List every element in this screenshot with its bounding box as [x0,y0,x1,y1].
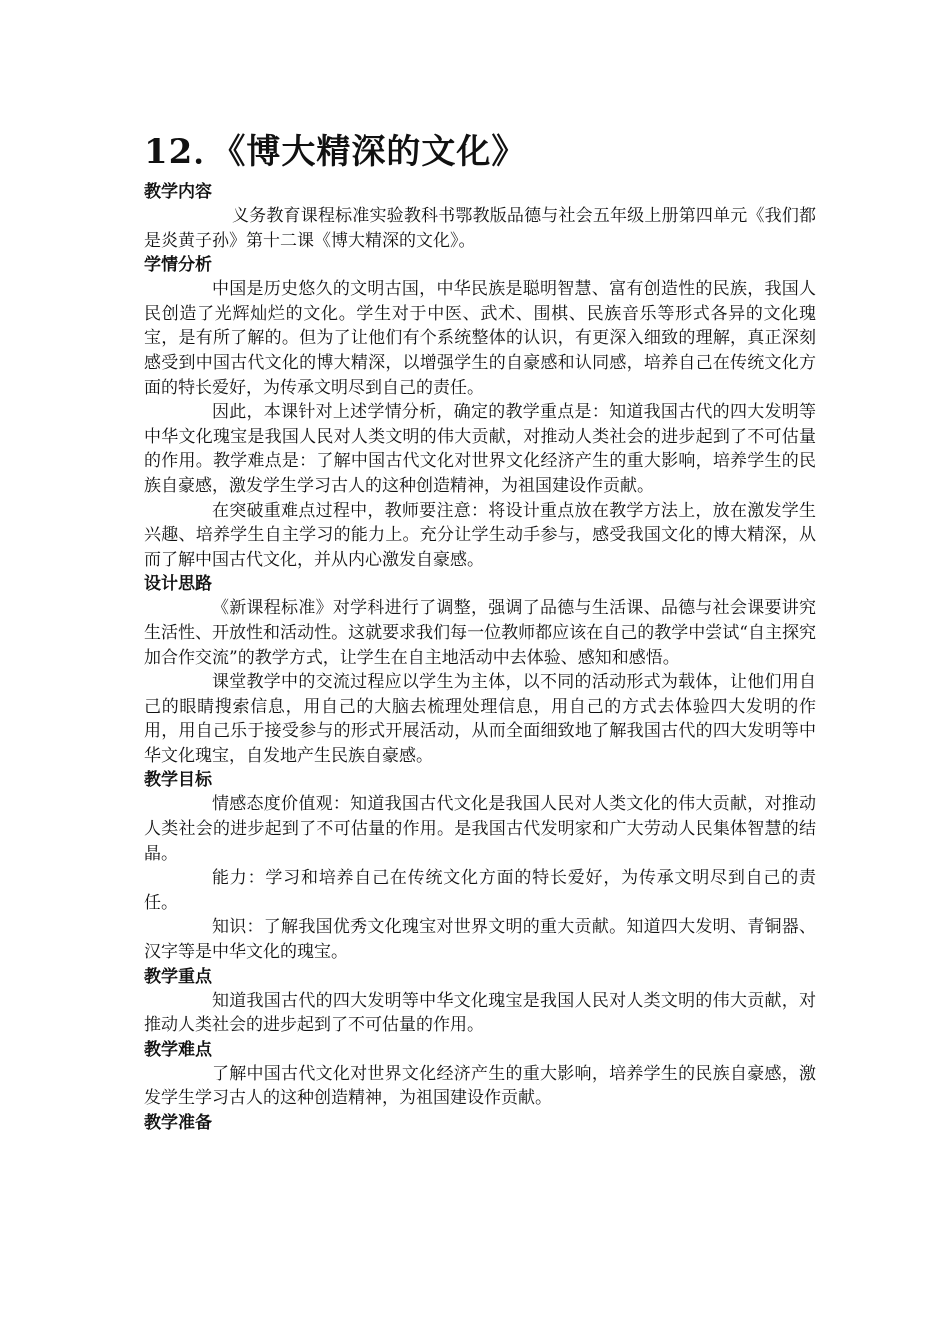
section-design-ideas [144,572,816,768]
section-teaching-preparation [144,1111,816,1135]
section-heading: 教学准备 [144,1113,212,1133]
section-heading: 教学难点 [144,1039,212,1060]
document-title: 12．《博大精深的文化》 [144,132,527,172]
section-heading: 教学目标 [144,770,212,791]
section-teaching-content [144,180,816,253]
section-teaching-focus [144,965,816,1038]
section-teaching-objectives [144,768,816,964]
section-heading: 教学内容 [144,182,212,202]
section-paragraph: 义务教育课程标准实验教科书鄂教版品德与社会五年级上册第四单元《我们都是炎黄子孙》第十二课《博大精深的文化》。 [144,206,816,251]
section-paragraph: 在突破重难点过程中，教师要注意：将设计重点放在教学方法上，放在激发学生兴趣、培养学生自主学习的能力上。充分让学生动手参与，感受我国文化的博大精深，从而了解中国古代文化，并从内心激发自豪感。 [144,500,816,570]
section-teaching-difficulty [144,1038,816,1111]
section-paragraph: 能力：学习和培养自己在传统文化方面的特长爱好，为传承文明尽到自己的责任。 [144,868,816,913]
section-paragraph: 因此，本课针对上述学情分析，确定的教学重点是：知道我国古代的四大发明等中华文化瑰宝是我国人民对人类文明的伟大贡献，对推动人类社会的进步起到了不可估量的作用。教学难点是：了解中国古代文化对世界文化经济产生的重大影响，培养学生的民族自豪感，激发学生学习古人的这种创造精神，为祖国建设作贡献。 [144,402,816,496]
section-paragraph: 知道我国古代的四大发明等中华文化瑰宝是我国人民对人类文明的伟大贡献，对推动人类社会的进步起到了不可估量的作用。 [144,990,816,1036]
section-heading: 教学重点 [144,966,212,987]
section-paragraph: 中国是历史悠久的文明古国，中华民族是聪明智慧、富有创造性的民族，我国人民创造了光辉灿烂的文化。学生对于中医、武术、围棋、民族音乐等形式各异的文化瑰宝，是有所了解的。但为了让他们有个系统整体的认识，有更深入细致的理解，真正深刻感受到中国古代文化的博大精深，以增强学生的自豪感和认同感，培养自己在传统文化方面的特长爱好，为传承文明尽到自己的责任。 [144,279,816,398]
section-paragraph: 情感态度价值观：知道我国古代文化是我国人民对人类文化的伟大贡献，对推动人类社会的进步起到了不可估量的作用。是我国古代发明家和广大劳动人民集体智慧的结晶。 [144,794,816,864]
section-heading: 设计思路 [144,574,212,595]
section-paragraph: 《新课程标准》对学科进行了调整，强调了品德与生活课、品德与社会课要讲究生活性、开放性和活动性。这就要求我们每一位教师都应该在自己的教学中尝试“自主探究加合作交流”的教学方式，让学生在自主地活动中去体验、感知和感悟。 [144,598,816,668]
section-heading: 学情分析 [144,255,212,276]
document-body [144,130,816,1135]
section-paragraph: 了解中国古代文化对世界文化经济产生的重大影响，培养学生的民族自豪感，激发学生学习古人的这种创造精神，为祖国建设作贡献。 [144,1063,816,1109]
section-paragraph: 课堂教学中的交流过程应以学生为主体，以不同的活动形式为载体，让他们用自己的眼睛搜索信息，用自己的大脑去梳理处理信息，用自己的方式去体验四大发明的作用，用自己乐于接受参与的形式开展活动，从而全面细致地了解我国古代的四大发明等中华文化瑰宝，自发地产生民族自豪感。 [144,672,816,766]
section-paragraph: 知识：了解我国优秀文化瑰宝对世界文明的重大贡献。知道四大发明、青铜器、汉字等是中华文化的瑰宝。 [144,917,816,963]
section-learning-analysis [144,253,816,572]
